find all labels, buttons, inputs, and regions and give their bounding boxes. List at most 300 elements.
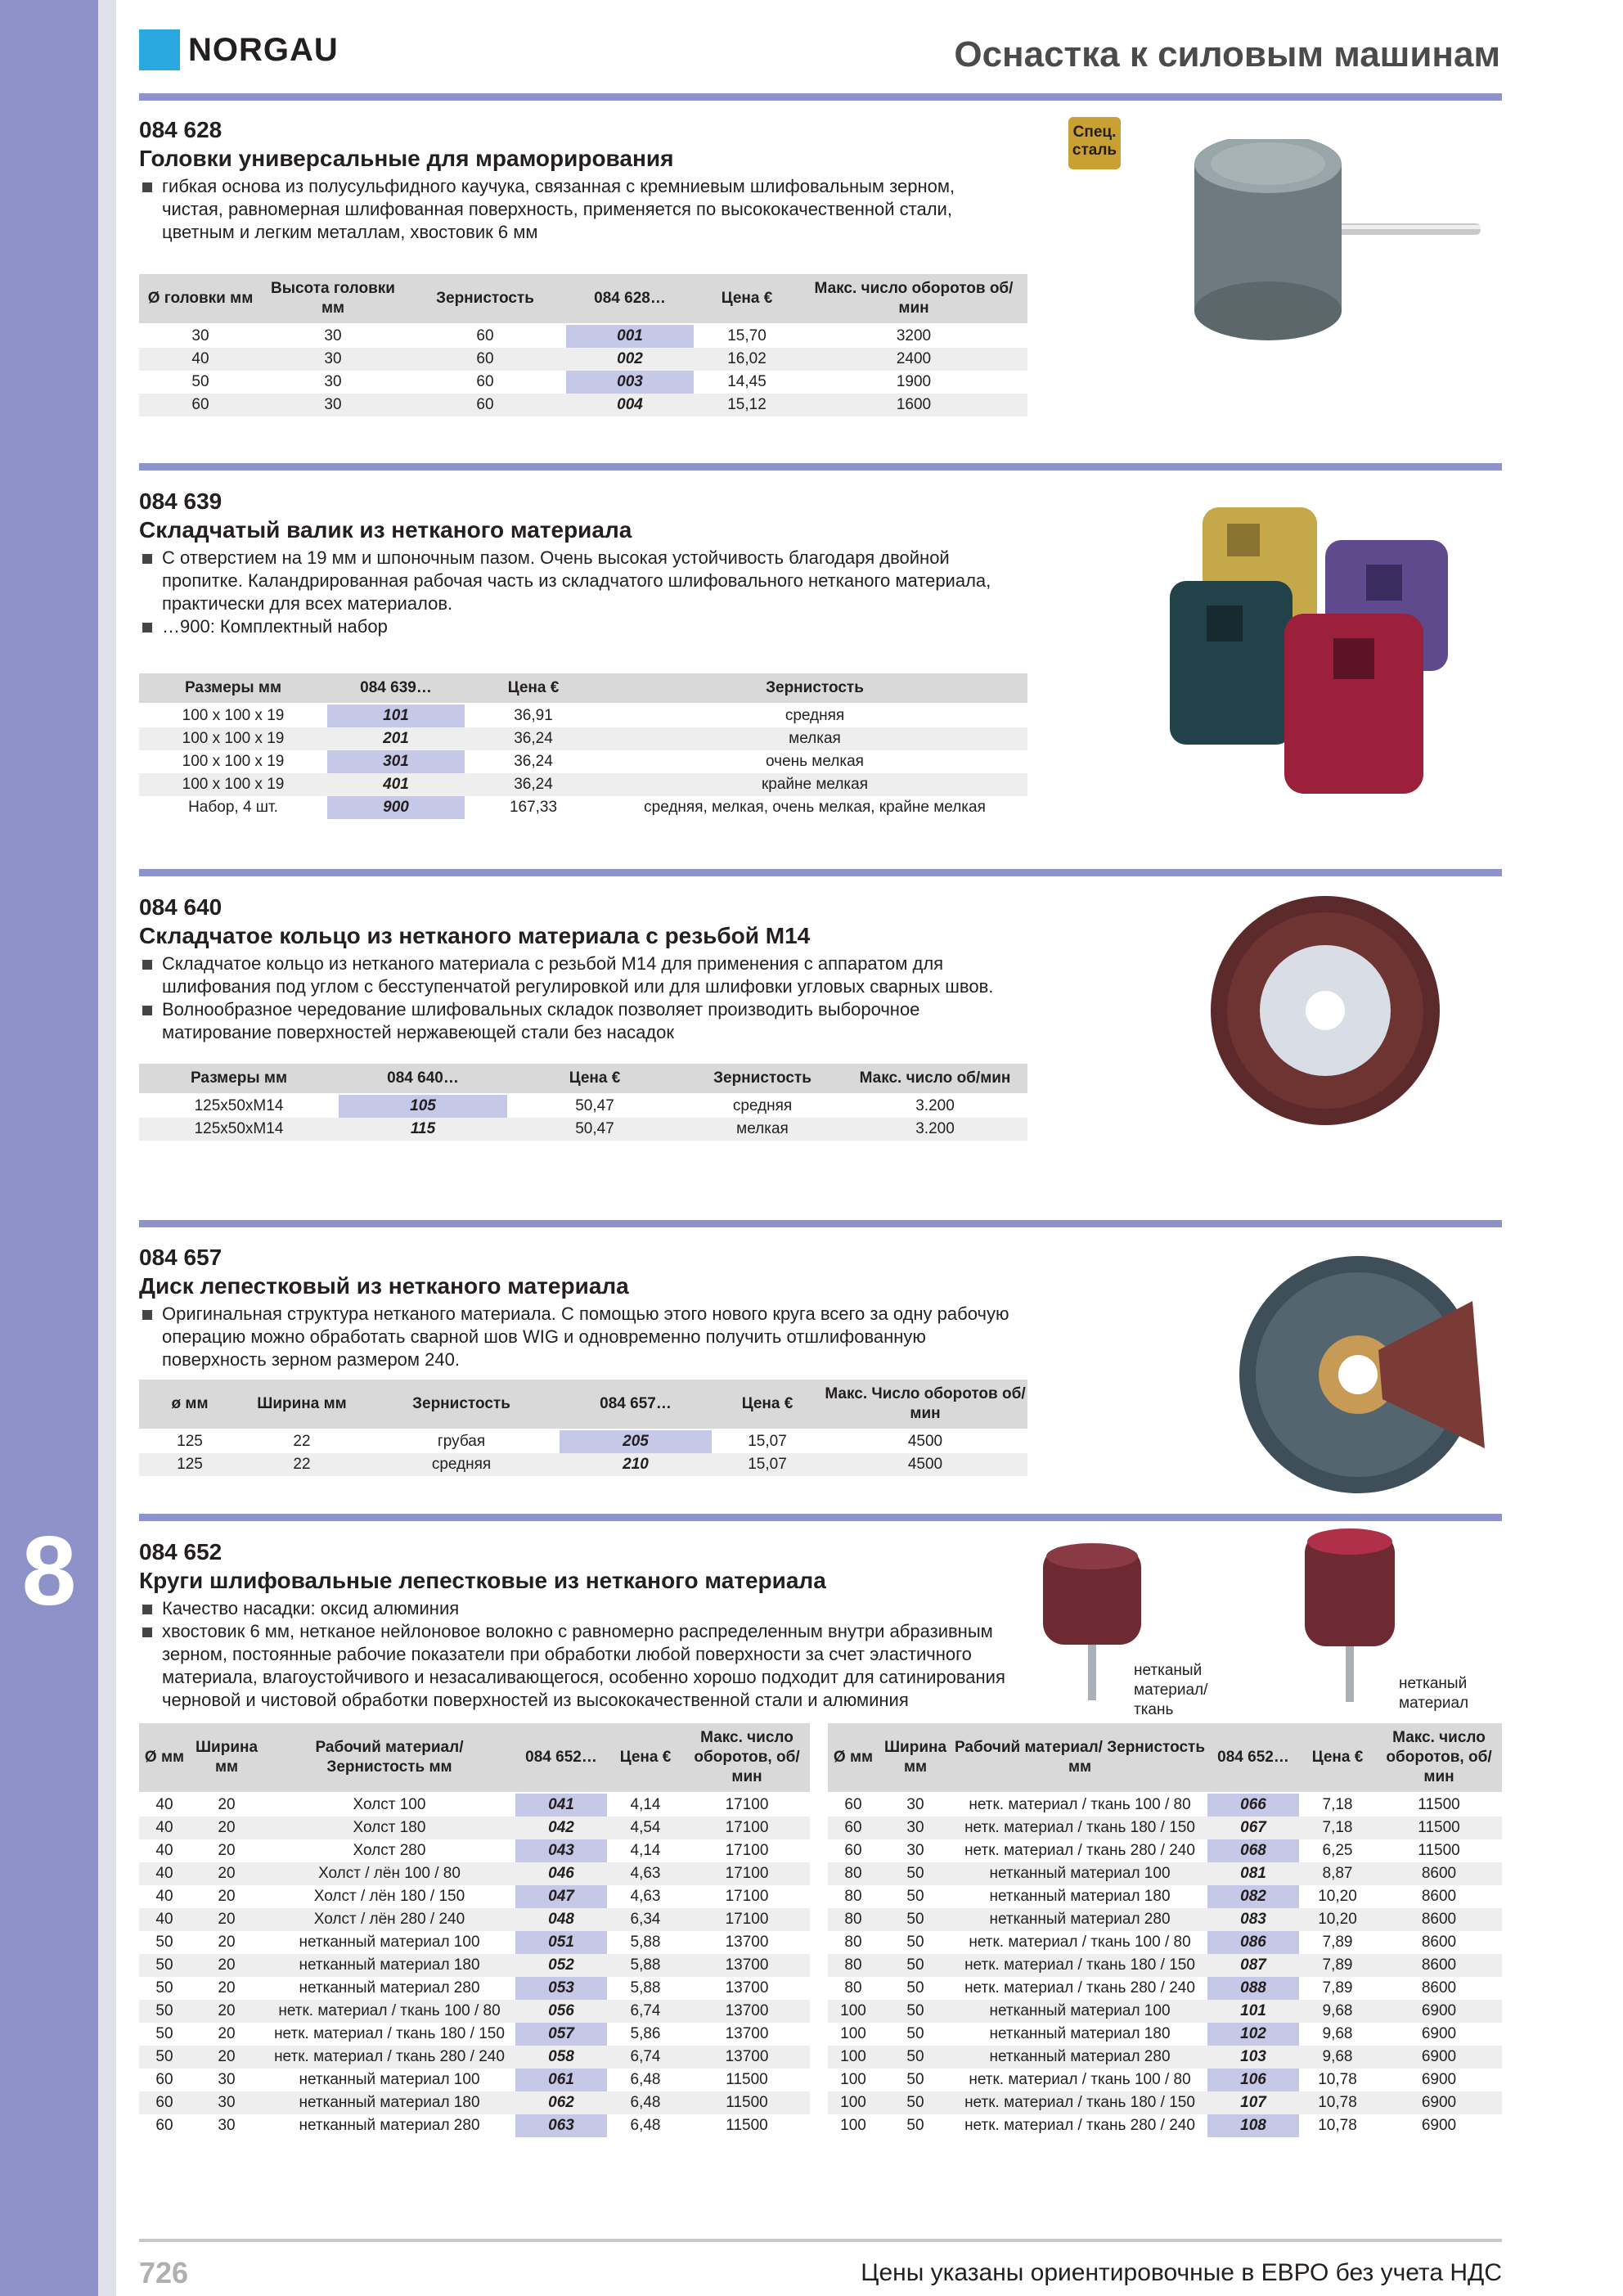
table-cell: 14,45 (727, 373, 767, 390)
table-cell: 11500 (684, 2091, 810, 2114)
table-row (139, 1885, 810, 1908)
column-header: Размеры мм (139, 1064, 339, 1094)
table-cell: 20 (218, 1979, 236, 1997)
table-row (828, 1977, 1502, 2000)
table-cell: 40 (155, 1842, 173, 1859)
table-cell: 80 (844, 1979, 862, 1997)
feature-bullet: Складчатое кольцо из нетканого материала с резьбой М14 для применения с аппаратом для шлифования под углом с бесступенчатой регулировкой или для шлифовки угловых сварных швов. (139, 952, 1031, 998)
page-number: 726 (139, 2256, 189, 2289)
table-cell: 60 (476, 327, 494, 344)
footer-divider (139, 2239, 1502, 2242)
table-row (139, 2023, 810, 2046)
table-cell: Холст / лён 280 / 240 (263, 1908, 515, 1931)
table-row (139, 2000, 810, 2023)
table-cell: 20 (218, 1888, 236, 1905)
table-cell: Холст / лён 180 / 150 (313, 1888, 465, 1905)
table-row (139, 1429, 1027, 1453)
table-cell: 30 (879, 1817, 952, 1839)
sku-cell: 068 (1207, 1839, 1299, 1862)
sku-cell: 088 (1207, 1977, 1299, 2000)
table-cell: 100 (840, 2025, 866, 2042)
table-cell: 4500 (823, 1453, 1027, 1476)
table-cell: 7,89 (1322, 1979, 1353, 1997)
table-cell: 30 (218, 2071, 236, 2088)
table-cell: 15,07 (712, 1453, 823, 1476)
sku-cell: 067 (1207, 1817, 1299, 1839)
table-cell: 20 (190, 1862, 263, 1885)
table-row (139, 371, 1027, 394)
column-header: 084 652… (1207, 1723, 1299, 1793)
sku-cell: 101 (1207, 2000, 1299, 2023)
specs-table-084-639 (139, 673, 1027, 819)
table-cell: 36,24 (465, 773, 602, 796)
table-cell: 10,20 (1318, 1888, 1357, 1905)
table-row (828, 2069, 1502, 2091)
sku-cell: 210 (560, 1453, 712, 1476)
product-title: Головки универсальные для мраморирования (139, 146, 674, 171)
table-cell: нетк. материал / ткань 100 / 80 (969, 1934, 1191, 1951)
column-header: Цена € (712, 1380, 823, 1429)
flap-ring-image (1203, 892, 1448, 1129)
table-cell: 6,25 (1322, 1842, 1353, 1859)
table-cell: 20 (190, 1954, 263, 1977)
sku-cell: 081 (1207, 1862, 1299, 1885)
table-cell: 30 (324, 373, 342, 390)
table-cell: 22 (241, 1453, 363, 1476)
sku-cell: 101 (327, 704, 465, 727)
table-cell: 9,68 (1299, 2046, 1376, 2069)
table-cell: 4,14 (630, 1796, 661, 1813)
table-cell: 30 (191, 327, 209, 344)
table-cell: 20 (190, 2046, 263, 2069)
table-cell: 60 (139, 2091, 190, 2114)
table-row (139, 796, 1027, 819)
table-row (828, 1839, 1502, 1862)
table-cell: Холст 180 (263, 1817, 515, 1839)
column-header: Ø мм (828, 1723, 879, 1793)
table-cell: 100 x 100 x 19 (182, 707, 285, 724)
column-header: ø мм (139, 1380, 241, 1429)
table-cell: 9,68 (1299, 2000, 1376, 2023)
table-row (139, 773, 1027, 796)
table-cell: 8600 (1376, 1954, 1502, 1977)
product-code: 084 628 (139, 117, 223, 142)
table-cell: 36,24 (465, 727, 602, 750)
table-cell: 80 (828, 1862, 879, 1885)
sku-cell: 051 (515, 1931, 607, 1954)
table-cell: 36,91 (514, 707, 553, 724)
product-title: Диск лепестковый из нетканого материала (139, 1273, 629, 1299)
table-cell: 60 (404, 394, 566, 416)
table-cell: нетк. материал / ткань 180 / 150 (952, 1817, 1207, 1839)
table-row (828, 2114, 1502, 2137)
table-row (828, 2091, 1502, 2114)
table-cell: нетк. материал / ткань 280 / 240 (964, 1842, 1195, 1859)
table-cell: крайне мелкая (602, 773, 1027, 796)
column-header: Макс. число оборотов, об/мин (1376, 1723, 1502, 1793)
table-cell: 15,07 (748, 1433, 787, 1450)
column-header: Размеры мм (139, 673, 327, 704)
table-cell: 15,12 (694, 394, 800, 416)
table-cell: 6,48 (630, 2117, 661, 2134)
table-cell: 30 (218, 2117, 236, 2134)
table-cell: 17100 (684, 1817, 810, 1839)
table-cell: 16,02 (694, 348, 800, 371)
sku-cell: 105 (339, 1094, 507, 1118)
table-cell: нетканный материал 180 (989, 1888, 1171, 1905)
section-divider (139, 1220, 1502, 1227)
table-cell: 80 (828, 1954, 879, 1977)
table-cell: 60 (404, 348, 566, 371)
table-cell: 4,63 (630, 1888, 661, 1905)
table-cell: 5,88 (630, 1979, 661, 1997)
table-cell: 50 (879, 2046, 952, 2069)
table-cell: 11500 (1376, 1817, 1502, 1839)
table-cell: 13700 (725, 2025, 769, 2042)
table-cell: 125 (139, 1453, 241, 1476)
table-cell: 5,88 (607, 1954, 684, 1977)
table-cell: 100 x 100 x 19 (139, 773, 327, 796)
table-cell: 40 (155, 1888, 173, 1905)
sku-cell: 052 (515, 1954, 607, 1977)
table-cell: 8600 (1421, 1934, 1457, 1951)
table-cell: 50 (879, 2000, 952, 2023)
table-cell: 6,34 (607, 1908, 684, 1931)
table-cell: 50 (879, 1862, 952, 1885)
table-cell: 9,68 (1322, 2025, 1353, 2042)
table-cell: 30 (324, 327, 342, 344)
product-code: 084 652 (139, 1539, 223, 1564)
specs-table-084-657 (139, 1380, 1027, 1476)
sku-cell: 004 (566, 394, 694, 416)
feature-bullet: хвостовик 6 мм, нетканое нейлоновое волокно с равномерно распределенным внутри абразивным зерном, постоянные рабочие показатели при обработки любой поверхности за счет эластичного материала, влагоустойчивого и незасаливающегося, особенно хорошо подходит для сатинирования черновой и чистовой обработки поверхностей из высококачественной стали и алюминия (139, 1620, 1031, 1712)
table-row (139, 394, 1027, 416)
table-cell: 50 (906, 1979, 924, 1997)
table-cell: 20 (190, 1817, 263, 1839)
table-cell: 36,24 (514, 753, 553, 770)
table-row (139, 727, 1027, 750)
table-cell: 11500 (1418, 1796, 1460, 1813)
table-cell: 125x50xM14 (194, 1097, 284, 1114)
table-cell: 8600 (1421, 1888, 1457, 1905)
table-cell: 4,54 (607, 1817, 684, 1839)
table-cell: 50 (155, 1979, 173, 1997)
specs-table-084-652-left (139, 1723, 810, 2137)
table-cell: 13700 (684, 2046, 810, 2069)
table-cell: 3200 (896, 327, 932, 344)
sku-cell: 087 (1207, 1954, 1299, 1977)
table-cell: 50 (191, 373, 209, 390)
table-cell: 20 (218, 1796, 236, 1813)
table-cell: нетк. материал / ткань 180 / 150 (952, 1954, 1207, 1977)
table-cell: 6900 (1421, 2071, 1457, 2088)
table-cell: 11500 (726, 2117, 768, 2134)
table-cell: 50 (906, 2025, 924, 2042)
feature-bullet: С отверстием на 19 мм и шпоночным пазом. Очень высокая устойчивость благодаря двойной пропитке. Каландрированная рабочая часть из складчатого шлифовального нетканого материала, практически для всех материалов. (139, 547, 1031, 615)
table-cell: 60 (844, 1796, 862, 1813)
table-cell: 10,78 (1299, 2091, 1376, 2114)
table-cell: нетк. материал / ткань 280 / 240 (964, 1979, 1195, 1997)
wheel-cloth-image (1039, 1538, 1145, 1702)
column-header: Цена € (607, 1723, 684, 1793)
column-header: Макс. число об/мин (843, 1064, 1027, 1094)
table-cell: нетканный материал 100 (952, 1862, 1207, 1885)
table-cell: 11500 (1418, 1842, 1460, 1859)
table-cell: 40 (139, 1908, 190, 1931)
table-cell: 8,87 (1299, 1862, 1376, 1885)
table-cell: 60 (155, 2117, 173, 2134)
table-cell: 3.200 (915, 1097, 955, 1114)
table-cell: 10,78 (1318, 2117, 1357, 2134)
table-cell: 17100 (684, 1862, 810, 1885)
table-cell: 17100 (684, 1908, 810, 1931)
table-cell: 20 (218, 1842, 236, 1859)
table-cell: 13700 (684, 1954, 810, 1977)
table-cell: 20 (190, 2000, 263, 2023)
table-cell: 6900 (1421, 2117, 1457, 2134)
special-steel-badge: Спец. сталь (1068, 117, 1121, 169)
table-cell: 50 (879, 1954, 952, 1977)
column-header: Зернистость (602, 673, 1027, 704)
table-cell: 80 (844, 1934, 862, 1951)
table-cell: 50 (879, 1908, 952, 1931)
table-row (828, 1817, 1502, 1839)
sku-cell: 107 (1207, 2091, 1299, 2114)
table-cell: нетканный материал 280 (299, 1979, 480, 1997)
column-header: Ø мм (139, 1723, 190, 1793)
table-row (139, 2046, 810, 2069)
table-cell: 100 (828, 2046, 879, 2069)
table-row (139, 1094, 1027, 1118)
sku-cell: 063 (515, 2114, 607, 2137)
table-cell: нетк. материал / ткань 180 / 150 (274, 2025, 505, 2042)
table-cell: нетк. материал / ткань 280 / 240 (263, 2046, 515, 2069)
table-cell: 7,89 (1299, 1954, 1376, 1977)
sku-cell: 001 (566, 324, 694, 348)
image-caption: нетканый материал/ ткань (1134, 1662, 1208, 1718)
table-cell: мелкая (682, 1118, 843, 1141)
sku-cell: 043 (515, 1839, 607, 1862)
table-cell: 125 (177, 1433, 203, 1450)
table-cell: Набор, 4 шт. (188, 799, 278, 816)
column-header: Цена € (465, 673, 602, 704)
table-row (139, 1453, 1027, 1476)
sku-cell: 401 (327, 773, 465, 796)
table-cell: нетканный материал 180 (989, 2025, 1171, 2042)
sku-cell: 103 (1207, 2046, 1299, 2069)
table-cell: 50 (906, 1888, 924, 1905)
column-header: 084 652… (515, 1723, 607, 1793)
table-cell: 100 (828, 2000, 879, 2023)
product-code: 084 657 (139, 1245, 223, 1270)
chapter-number: 8 (21, 1516, 77, 1626)
table-cell: средняя (732, 1097, 793, 1114)
chapter-sidebar (0, 0, 98, 2296)
sku-cell: 066 (1207, 1793, 1299, 1817)
sku-cell: 053 (515, 1977, 607, 2000)
flap-rollers-image (1162, 499, 1489, 810)
section-084-628 (139, 116, 1006, 244)
table-row (828, 1885, 1502, 1908)
table-cell: 7,89 (1322, 1934, 1353, 1951)
table-cell: нетк. материал / ткань 180 / 150 (952, 2091, 1207, 2114)
table-row (828, 1931, 1502, 1954)
table-cell: 8600 (1421, 1979, 1457, 1997)
column-header: 084 639… (327, 673, 465, 704)
table-cell: нетканный материал 280 (299, 2117, 480, 2134)
section-084-639 (139, 488, 1031, 638)
table-cell: 30 (262, 348, 404, 371)
table-row (139, 704, 1027, 727)
column-header: Ширина мм (190, 1723, 263, 1793)
table-cell: 60 (139, 394, 262, 416)
sku-cell: 062 (515, 2091, 607, 2114)
sku-cell: 086 (1207, 1931, 1299, 1954)
specs-table-084-652-right (828, 1723, 1502, 2137)
table-cell: 6,74 (607, 2046, 684, 2069)
table-row (139, 1954, 810, 1977)
table-cell: 30 (262, 394, 404, 416)
column-header: Цена € (507, 1064, 682, 1094)
table-row (139, 1977, 810, 2000)
sku-cell: 115 (339, 1118, 507, 1141)
table-cell: 125x50xM14 (139, 1118, 339, 1141)
table-cell: 100 (828, 2091, 879, 2114)
column-header: Зернистость (404, 274, 566, 324)
table-cell: нетканный материал 180 (263, 2091, 515, 2114)
feature-bullet: Волнообразное чередование шлифовальных складок позволяет производить выборочное матирование поверхностей нержавеющей стали без насадок (139, 998, 1031, 1044)
table-row (139, 348, 1027, 371)
table-row (828, 2000, 1502, 2023)
table-cell: очень мелкая (766, 753, 864, 770)
sku-cell: 047 (515, 1885, 607, 1908)
section-divider (139, 93, 1502, 101)
image-caption: нетканый материал (1399, 1675, 1469, 1712)
table-cell: 50 (139, 2000, 190, 2023)
table-cell: нетканный материал 180 (263, 1954, 515, 1977)
column-header: Цена € (1299, 1723, 1376, 1793)
table-row (139, 1862, 810, 1885)
sidebar-divider (98, 0, 116, 2296)
table-cell: 60 (828, 1817, 879, 1839)
column-header: Ø головки мм (139, 274, 262, 324)
table-row (139, 750, 1027, 773)
table-cell: 40 (139, 348, 262, 371)
column-header: Рабочий материал/ Зернистость мм (263, 1723, 515, 1793)
flap-disc-image (1227, 1252, 1489, 1497)
page-title: Оснастка к силовым машинам (954, 34, 1500, 74)
sku-cell: 061 (515, 2069, 607, 2091)
table-cell: 20 (218, 2025, 236, 2042)
column-header: 084 640… (339, 1064, 507, 1094)
table-cell: 100 x 100 x 19 (182, 753, 285, 770)
sku-cell: 041 (515, 1793, 607, 1817)
table-cell: 10,78 (1318, 2071, 1357, 2088)
section-084-652 (139, 1538, 1055, 1712)
table-cell: 7,18 (1299, 1817, 1376, 1839)
table-cell: 50,47 (507, 1118, 682, 1141)
table-cell: нетк. материал / ткань 100 / 80 (969, 2071, 1191, 2088)
table-cell: средняя (785, 707, 845, 724)
sku-cell: 201 (327, 727, 465, 750)
table-cell: 2400 (800, 348, 1027, 371)
table-cell: Холст 280 (353, 1842, 426, 1859)
table-cell: 50 (906, 2117, 924, 2134)
table-row (139, 1793, 810, 1817)
table-cell: нетканный материал 100 (299, 1934, 480, 1951)
sku-cell: 048 (515, 1908, 607, 1931)
table-cell: 100 (840, 2071, 866, 2088)
sku-cell: 083 (1207, 1908, 1299, 1931)
section-divider (139, 869, 1502, 876)
table-cell: 7,18 (1322, 1796, 1353, 1813)
table-cell: 40 (155, 1796, 173, 1813)
table-cell: 6900 (1376, 2091, 1502, 2114)
table-cell: 50 (155, 2025, 173, 2042)
table-cell: 8600 (1376, 1908, 1502, 1931)
table-cell: 20 (190, 1908, 263, 1931)
table-cell: 100 (840, 2117, 866, 2134)
table-cell: нетканный материал 280 (952, 2046, 1207, 2069)
sku-cell: 205 (560, 1429, 712, 1453)
column-header: 084 657… (560, 1380, 712, 1429)
table-cell: грубая (437, 1433, 486, 1450)
table-cell: 1900 (896, 373, 932, 390)
section-divider (139, 1514, 1502, 1521)
table-cell: 4,63 (607, 1862, 684, 1885)
table-row (139, 1817, 810, 1839)
marbling-head-image (1178, 139, 1489, 352)
specs-table-084-628 (139, 274, 1027, 416)
section-divider (139, 463, 1502, 470)
table-cell: 6900 (1376, 2046, 1502, 2069)
table-cell: 22 (293, 1433, 311, 1450)
table-cell: нетк. материал / ткань 100 / 80 (263, 2000, 515, 2023)
table-cell: 50 (879, 2091, 952, 2114)
table-cell: 13700 (725, 1934, 769, 1951)
column-header: Рабочий материал/ Зернистость мм (952, 1723, 1207, 1793)
table-cell: 40 (139, 1862, 190, 1885)
table-row (828, 2046, 1502, 2069)
table-cell: нетканный материал 280 (952, 1908, 1207, 1931)
sku-cell: 082 (1207, 1885, 1299, 1908)
table-cell: 30 (190, 2091, 263, 2114)
table-cell: 1600 (800, 394, 1027, 416)
table-cell: 50 (906, 2071, 924, 2088)
table-cell: 11500 (726, 2071, 768, 2088)
table-cell: 80 (844, 1888, 862, 1905)
table-cell: 17100 (725, 1842, 769, 1859)
table-cell: 4500 (907, 1433, 943, 1450)
section-084-657 (139, 1244, 1031, 1371)
product-code: 084 640 (139, 894, 223, 920)
table-cell: 40 (139, 1817, 190, 1839)
column-header: Высота головки мм (262, 274, 404, 324)
table-row (828, 1793, 1502, 1817)
table-cell: 50 (139, 1954, 190, 1977)
table-row (139, 1931, 810, 1954)
table-cell: 30 (906, 1842, 924, 1859)
table-row (828, 1908, 1502, 1931)
column-header: Макс. Число оборотов об/мин (823, 1380, 1027, 1429)
table-row (139, 1839, 810, 1862)
column-header: Зернистость (682, 1064, 843, 1094)
table-cell: 167,33 (509, 799, 558, 816)
specs-table-084-640 (139, 1064, 1027, 1141)
wheel-nonwoven-image (1301, 1524, 1399, 1704)
table-cell: 6900 (1421, 2025, 1457, 2042)
sku-cell: 046 (515, 1862, 607, 1885)
